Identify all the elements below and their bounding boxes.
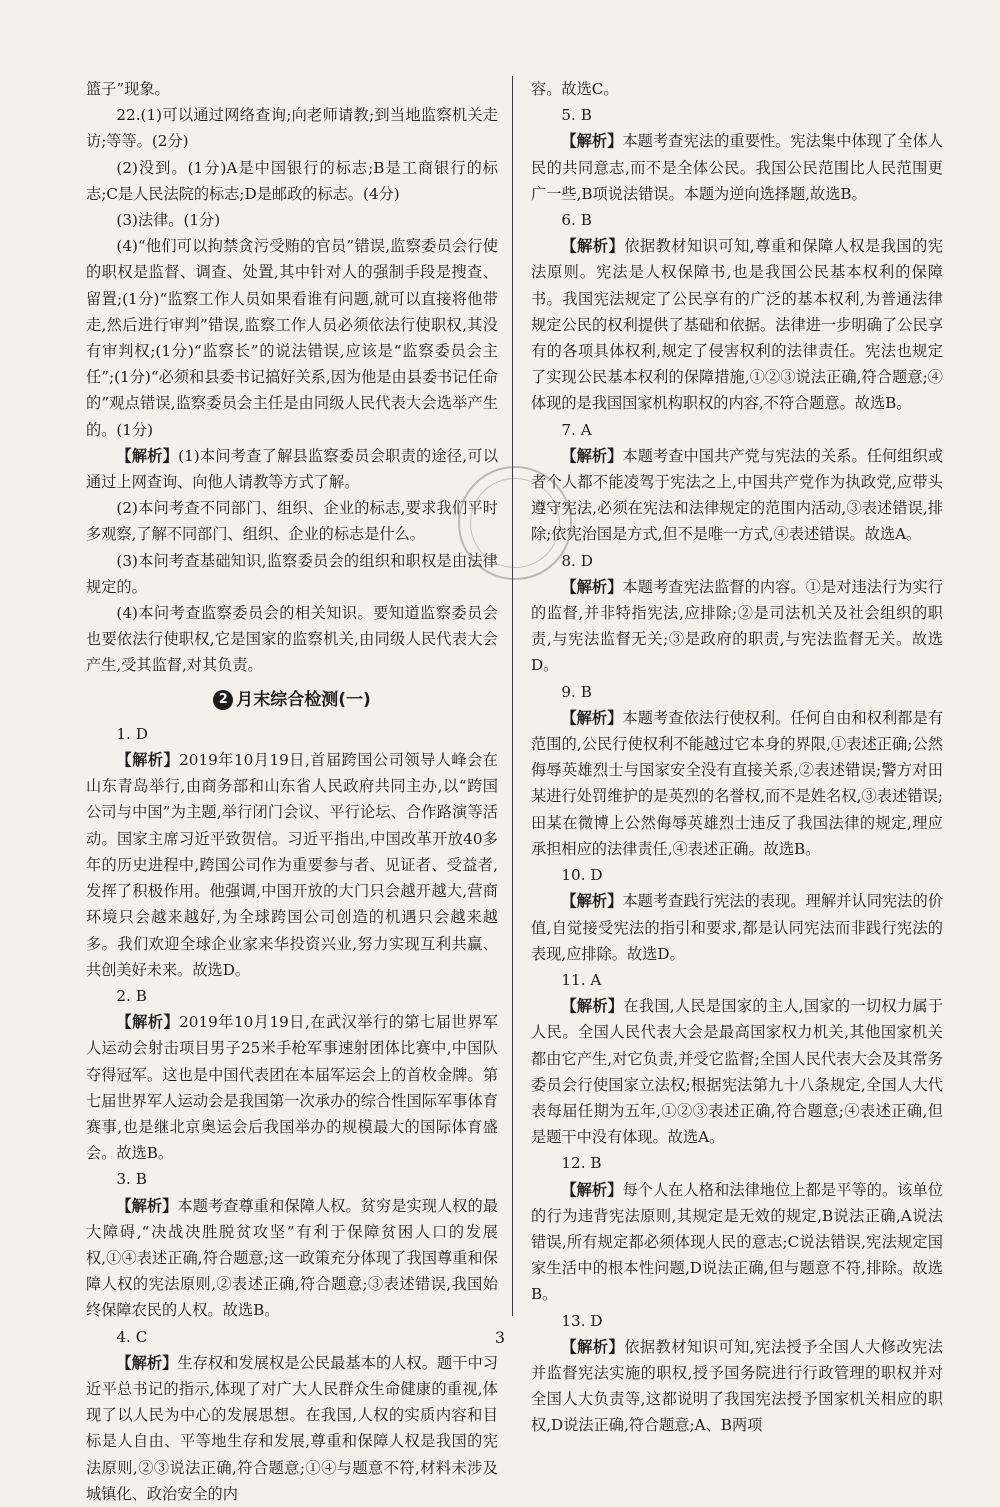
analysis-tag: 【解析】 bbox=[116, 446, 179, 465]
analysis-paragraph: 【解析】2019年10月19日,在武汉举行的第七届世界军人运动会射击项目男子25米手枪军事速射团体比赛中,中国队夺得冠军。这也是中国代表团在本届军运会上的首枚金牌。第七届世界军人运动会是我国第一次承办的综合性国际军事体育赛事,也是继北京奥运会后我国举办的规模最大的国际体育盛会。故选B。 bbox=[86, 1013, 498, 1163]
analysis-paragraph: 【解析】本题考查中国共产党与宪法的关系。任何组织或者个人都不能凌驾于宪法之上,中国共产党作为执政党,应带头遵守宪法,必须在宪法和法律规定的范围内活动,③表述错误,排除;依宪治国是方式,但不是唯一方式,④表述错误。故选A。 bbox=[531, 446, 944, 544]
answer-number: 1. D bbox=[116, 724, 148, 743]
answer-22-1: 22.(1)可以通过网络查询;向老师请教;到当地监察机关走访;等等。(2分) bbox=[86, 106, 498, 151]
left-column bbox=[86, 76, 498, 1507]
paragraph: 容。故选C。 bbox=[531, 80, 619, 98]
answer-number: 3. B bbox=[116, 1170, 147, 1189]
analysis-paragraph: 【解析】在我国,人民是国家的主人,国家的一切权力属于人民。全国人民代表大会是最高国家权力机关,其他国家机关都由它产生,对它负责,并受它监督;全国人民代表大会及其常务委员会行使国家立法权;根据宪法第九十八条规定,全国人大代表每届任期为五年,①②③表述正确,符合题意;④表述正确,但是题干中没有体现。故选A。 bbox=[531, 997, 944, 1147]
answer-number: 4. C bbox=[116, 1327, 148, 1346]
answer-number: 9. B bbox=[561, 682, 592, 701]
analysis-paragraph: 【解析】2019年10月19日,首届跨国公司领导人峰会在山东青岛举行,由商务部和山东省人民政府共同主办,以“跨国公司与中国”为主题,举行闭门会议、平行论坛、合作路演等活动。国家主席习近平致贺信。习近平指出,中国改革开放40多年的历史进程中,跨国公司作为重要参与者、见证者、受益者,发挥了积极作用。他强调,中国开放的大门只会越开越大,营商环境只会越来越好,为全球跨国公司创造的机遇只会越来越多。我们欢迎全球企业家来华投资兴业,努力实现互利共赢、共创美好未来。故选D。 bbox=[86, 751, 498, 979]
answer-number: 5. B bbox=[561, 106, 592, 125]
answer-number: 10. D bbox=[561, 866, 603, 885]
analysis-paragraph: 【解析】(1)本问考查了解县监察委员会职责的途径,可以通过上网查询、向他人请教等方式了解。 bbox=[86, 446, 499, 492]
answer-22-2: (2)没到。(1分)A是中国银行的标志;B是工商银行的标志;C是人民法院的标志;D是邮政的标志。(4分) bbox=[86, 158, 498, 203]
analysis-paragraph: 【解析】本题考查践行宪法的表现。理解并认同宪法的价值,自觉接受宪法的指引和要求,都是认同宪法而非践行宪法的表现,应排除。故选D。 bbox=[531, 892, 944, 963]
analysis-paragraph: 【解析】依据教材知识可知,尊重和保障人权是我国的宪法原则。宪法是人权保障书,也是我国公民基本权利的保障书。我国宪法规定了公民享有的广泛的基本权利,为普通法律规定公民的权利提供了基础和依据。法律进一步明确了公民享有的各项具体权利,规定了侵害权利的法律责任。宪法也规定了实现公民基本权利的保障措施,①②③说法正确,符合题意;④体现的是我国国家机构职权的内容,不符合题意。故选B。 bbox=[531, 237, 943, 413]
answer-number: 13. D bbox=[561, 1311, 603, 1330]
page-number: 3 bbox=[494, 1328, 506, 1347]
answer-22-3: (3)法律。(1分) bbox=[116, 211, 221, 230]
analysis-paragraph: 【解析】每个人在人格和法律地位上都是平等的。该单位的行为违背宪法原则,其规定是无效的规定,B说法正确,A说法错误,所有规定都必须体现人民的意志;C说法错误,宪法规定国家生活中的根本性问题,D说法正确,但与题意不符,排除。故选B。 bbox=[531, 1180, 944, 1304]
answer-number: 7. A bbox=[561, 420, 592, 439]
column-divider bbox=[512, 76, 513, 1316]
section-title: 月末综合检测(一) bbox=[236, 689, 371, 710]
answer-22-4: (4)“他们可以拘禁贪污受贿的官员”错误,监察委员会行使的职权是监督、调查、处置,其中针对人的强制手段是搜查、留置;(1分)“监察工作人员如果看谁有问题,就可以直接将他带走,然后进行审判”错误,监察工作人员必须依法行使职权,其没有审判权;(1分)“监察长”的说法错误,应该是“监察委员会主任”;(1分)“必须和县委书记搞好关系,因为他是由县委书记任命的”观点错误,监察委员会主任是由同级人民代表大会选举产生的。(1分) bbox=[86, 237, 498, 439]
analysis-paragraph: (3)本问考查基础知识,监察委员会的组织和职权是由法律规定的。 bbox=[86, 551, 498, 596]
analysis-paragraph: 【解析】本题考查宪法监督的内容。①是对违法行为实行的监督,并非特指宪法,应排除;②是司法机关及社会组织的职责,与宪法监督无关;③是政府的职责,与宪法监督无关。故选D。 bbox=[531, 577, 944, 675]
section-heading bbox=[86, 687, 498, 713]
analysis-paragraph: 【解析】本题考查宪法的重要性。宪法集中体现了全体人民的共同意志,而不是全体公民。我国公民范围比人民范围更广一些,B项说法错误。本题为逆向选择题,故选B。 bbox=[531, 132, 944, 203]
answer-number: 8. D bbox=[561, 551, 593, 570]
analysis-paragraph: (4)本问考查监察委员会的相关知识。要知道监察委员会也要依法行使职权,它是国家的监察机关,由同级人民代表大会产生,受其监督,对其负责。 bbox=[86, 604, 498, 675]
analysis-paragraph: 【解析】生存权和发展权是公民最基本的人权。题干中习近平总书记的指示,体现了对广大人民群众生命健康的重视,体现了以人民为中心的发展思想。在我国,人权的实质内容和目标是人自由、平等地生存和发展,尊重和保障人权是我国的宪法原则,②③说法正确,符合题意;①④与题意不符,材料未涉及城镇化、政治安全的内 bbox=[86, 1353, 499, 1503]
answer-number: 6. B bbox=[561, 211, 592, 230]
analysis-paragraph: 【解析】本题考查尊重和保障人权。贫穷是实现人权的最大障碍,“决战决胜脱贫攻坚”有利于保障贫困人口的发展权,①④表述正确,符合题意;这一政策充分体现了我国尊重和保障人权的宪法原则,②表述正确,符合题意;③表述错误,我国始终保障农民的人权。故选B。 bbox=[86, 1196, 499, 1320]
right-column bbox=[531, 76, 943, 1439]
answer-number: 2. B bbox=[116, 986, 147, 1005]
section-number-badge: 2 bbox=[213, 690, 233, 710]
analysis-paragraph: 【解析】本题考查依法行使权利。任何自由和权利都是有范围的,公民行使权利不能越过它本身的界限,①表述正确;公然侮辱英雄烈士与国家安全没有直接关系,②表述错误;警方对田某进行处罚维护的是英烈的名誉权,而不是姓名权,③表述错误;田某在微博上公然侮辱英雄烈士违反了我国法律的规定,理应承担相应的法律责任,④表述正确。故选B。 bbox=[531, 708, 944, 858]
answer-number: 11. A bbox=[561, 970, 602, 989]
paragraph: 篮子”现象。 bbox=[86, 80, 170, 98]
analysis-paragraph: 【解析】依据教材知识可知,宪法授予全国人大修改宪法并监督宪法实施的职权,授予国务院进行行政管理的职权并对全国人大负责等,这都说明了我国宪法授予国家机关相应的职权,D说法正确,符合题意;A、B两项 bbox=[531, 1337, 943, 1435]
answer-number: 12. B bbox=[561, 1154, 602, 1173]
analysis-paragraph: (2)本问考查不同部门、组织、企业的标志,要求我们平时多观察,了解不同部门、组织、企业的标志是什么。 bbox=[86, 499, 498, 544]
